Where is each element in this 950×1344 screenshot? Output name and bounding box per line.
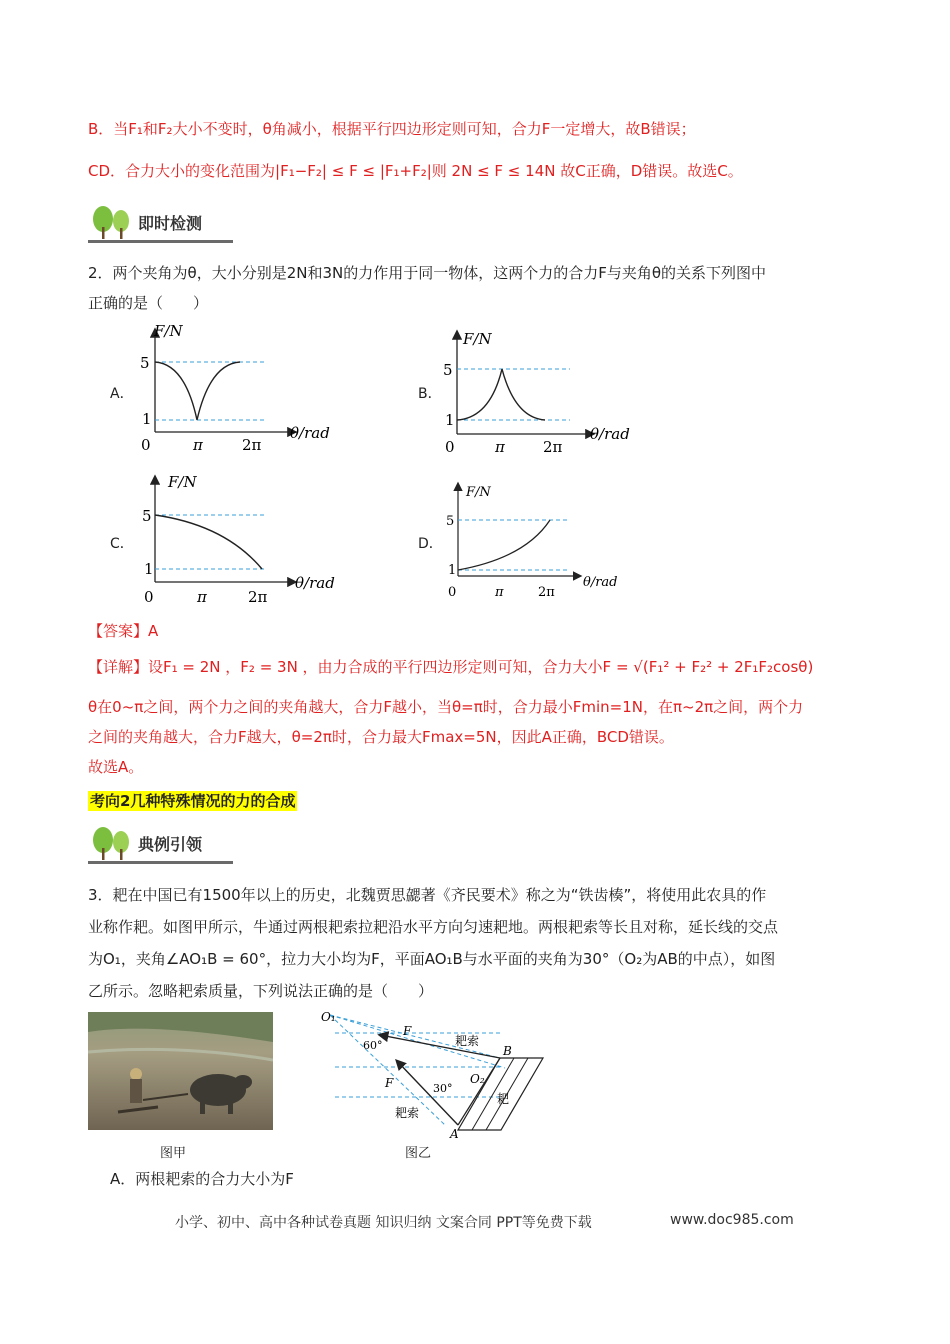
- graph-a-origin: 0: [141, 436, 151, 454]
- graph-d: [440, 478, 650, 608]
- graph-a: [130, 320, 360, 460]
- graph-c-tick-pi: π: [197, 588, 207, 606]
- graph-c-ylabel: F/N: [168, 473, 197, 491]
- diagram-angle-60: 60°: [363, 1039, 383, 1052]
- banner-title: 即时检测: [138, 214, 203, 233]
- option-c-label: C．: [110, 536, 134, 552]
- harrow-diagram: [315, 1005, 555, 1140]
- graph-b-origin: 0: [445, 438, 455, 456]
- graph-d-xlabel: θ/rad: [583, 575, 618, 590]
- graph-c-tick-2pi: 2π: [248, 588, 268, 606]
- banner-title: 典例引领: [138, 835, 203, 854]
- graph-a-tick-5: 5: [140, 354, 150, 372]
- graph-b-tick-5: 5: [443, 361, 453, 379]
- answer-detail-2: θ在0~π之间，两个力之间的夹角越大，合力F越小，当θ=π时，合力最小Fmin=1N，在π~2π之间，两个力: [88, 698, 804, 716]
- section-banner-instant-check: [88, 205, 233, 243]
- answer-detail-1: 【详解】设F₁ = 2N ，F₂ = 3N ，由力合成的平行四边形定则可知，合力大小F = √(F₁² + F₂² + 2F₁F₂cosθ): [88, 658, 814, 676]
- answer-detail-4: 故选A。: [88, 758, 144, 776]
- graph-d-origin: 0: [448, 585, 457, 600]
- graph-b-tick-2pi: 2π: [543, 438, 563, 456]
- graph-d-ylabel: F/N: [466, 485, 491, 500]
- diagram-b: B: [503, 1044, 512, 1058]
- graph-c-xlabel: θ/rad: [295, 574, 335, 592]
- graph-c-origin: 0: [144, 588, 154, 606]
- graph-d-tick-pi: π: [495, 585, 504, 600]
- graph-b-ylabel: F/N: [463, 330, 492, 348]
- graph-a-ylabel: F/N: [154, 322, 183, 340]
- tree-icon: [90, 205, 134, 241]
- graph-a-tick-2pi: 2π: [242, 436, 262, 454]
- footer-site-link[interactable]: www.doc985.com: [670, 1212, 794, 1228]
- diagram-rope-bottom: 耙索: [395, 1106, 420, 1120]
- answer-detail-3: 之间的夹角越大，合力F越大，θ=2π时，合力最大Fmax=5N，因此A正确，BCD错误。: [88, 728, 674, 746]
- q3-line-2: 业称作耙。如图甲所示，牛通过两根耙索拉耙沿水平方向匀速耙地。两根耙索等长且对称，延长线的交点: [88, 918, 779, 936]
- graph-d-tick-1: 1: [448, 563, 457, 578]
- q2-stem-line-2: 正确的是（ ）: [88, 294, 209, 312]
- q3-option-a: A．两根耙索的合力大小为F: [110, 1170, 294, 1188]
- graph-a-tick-1: 1: [142, 410, 152, 428]
- graph-b-xlabel: θ/rad: [590, 425, 630, 443]
- figure-jia-caption: 图甲: [160, 1146, 187, 1161]
- topic-heading: [88, 790, 297, 811]
- tree-icon: [90, 826, 134, 862]
- explanation-line-b: B．当F₁和F₂大小不变时，θ角减小，根据平行四边形定则可知，合力F一定增大，故B错误；: [88, 120, 696, 138]
- diagram-harrow: 耙: [497, 1092, 510, 1106]
- graph-d-tick-2pi: 2π: [538, 585, 555, 600]
- diagram-rope-top: 耙索: [455, 1034, 480, 1048]
- explanation-line-cd: CD．合力大小的变化范围为|F₁−F₂| ≤ F ≤ |F₁+F₂|则 2N ≤ F ≤ 14N 故C正确，D错误。故选C。: [88, 162, 743, 180]
- answer-label: 【答案】A: [88, 622, 159, 640]
- graph-d-tick-5: 5: [446, 514, 455, 529]
- option-d-label: D．: [418, 536, 443, 552]
- diagram-f-top: F: [403, 1024, 412, 1038]
- graph-b: [435, 322, 665, 462]
- q3-line-4: 乙所示。忽略耙索质量，下列说法正确的是（ ）: [88, 982, 434, 1000]
- farmer-ox-photo: [88, 1012, 273, 1130]
- q2-stem-line-1: 2．两个夹角为θ，大小分别是2N和3N的力作用于同一物体，这两个力的合力F与夹角θ的关系下列图中: [88, 264, 767, 282]
- graph-c: [130, 465, 360, 610]
- figure-yi-caption: 图乙: [405, 1146, 432, 1161]
- diagram-a: A: [450, 1127, 459, 1140]
- diagram-o1: O₁: [321, 1010, 336, 1024]
- q3-line-1: 3．耙在中国已有1500年以上的历史，北魏贾思勰著《齐民要术》称之为“铁齿楱”，将使用此农具的作: [88, 886, 767, 904]
- topic-label: 考向2几种特殊情况的力的合成: [90, 792, 296, 810]
- diagram-angle-30: 30°: [433, 1082, 453, 1095]
- option-b-label: B．: [418, 386, 442, 402]
- graph-c-tick-5: 5: [142, 507, 152, 525]
- option-a-label: A．: [110, 386, 134, 402]
- diagram-f-bottom: F: [385, 1076, 394, 1090]
- graph-b-tick-pi: π: [495, 438, 505, 456]
- graph-b-tick-1: 1: [445, 411, 455, 429]
- footer-text: 小学、初中、高中各种试卷真题 知识归纳 文案合同 PPT等免费下载: [175, 1215, 592, 1231]
- graph-a-tick-pi: π: [193, 436, 203, 454]
- graph-c-tick-1: 1: [144, 560, 154, 578]
- graph-a-xlabel: θ/rad: [290, 424, 330, 442]
- q3-line-3: 为O₁，夹角∠AO₁B = 60°，拉力大小均为F，平面AO₁B与水平面的夹角为30°（O₂为AB的中点），如图: [88, 950, 776, 968]
- section-banner-example: [88, 826, 233, 864]
- diagram-o2: O₂: [470, 1072, 485, 1086]
